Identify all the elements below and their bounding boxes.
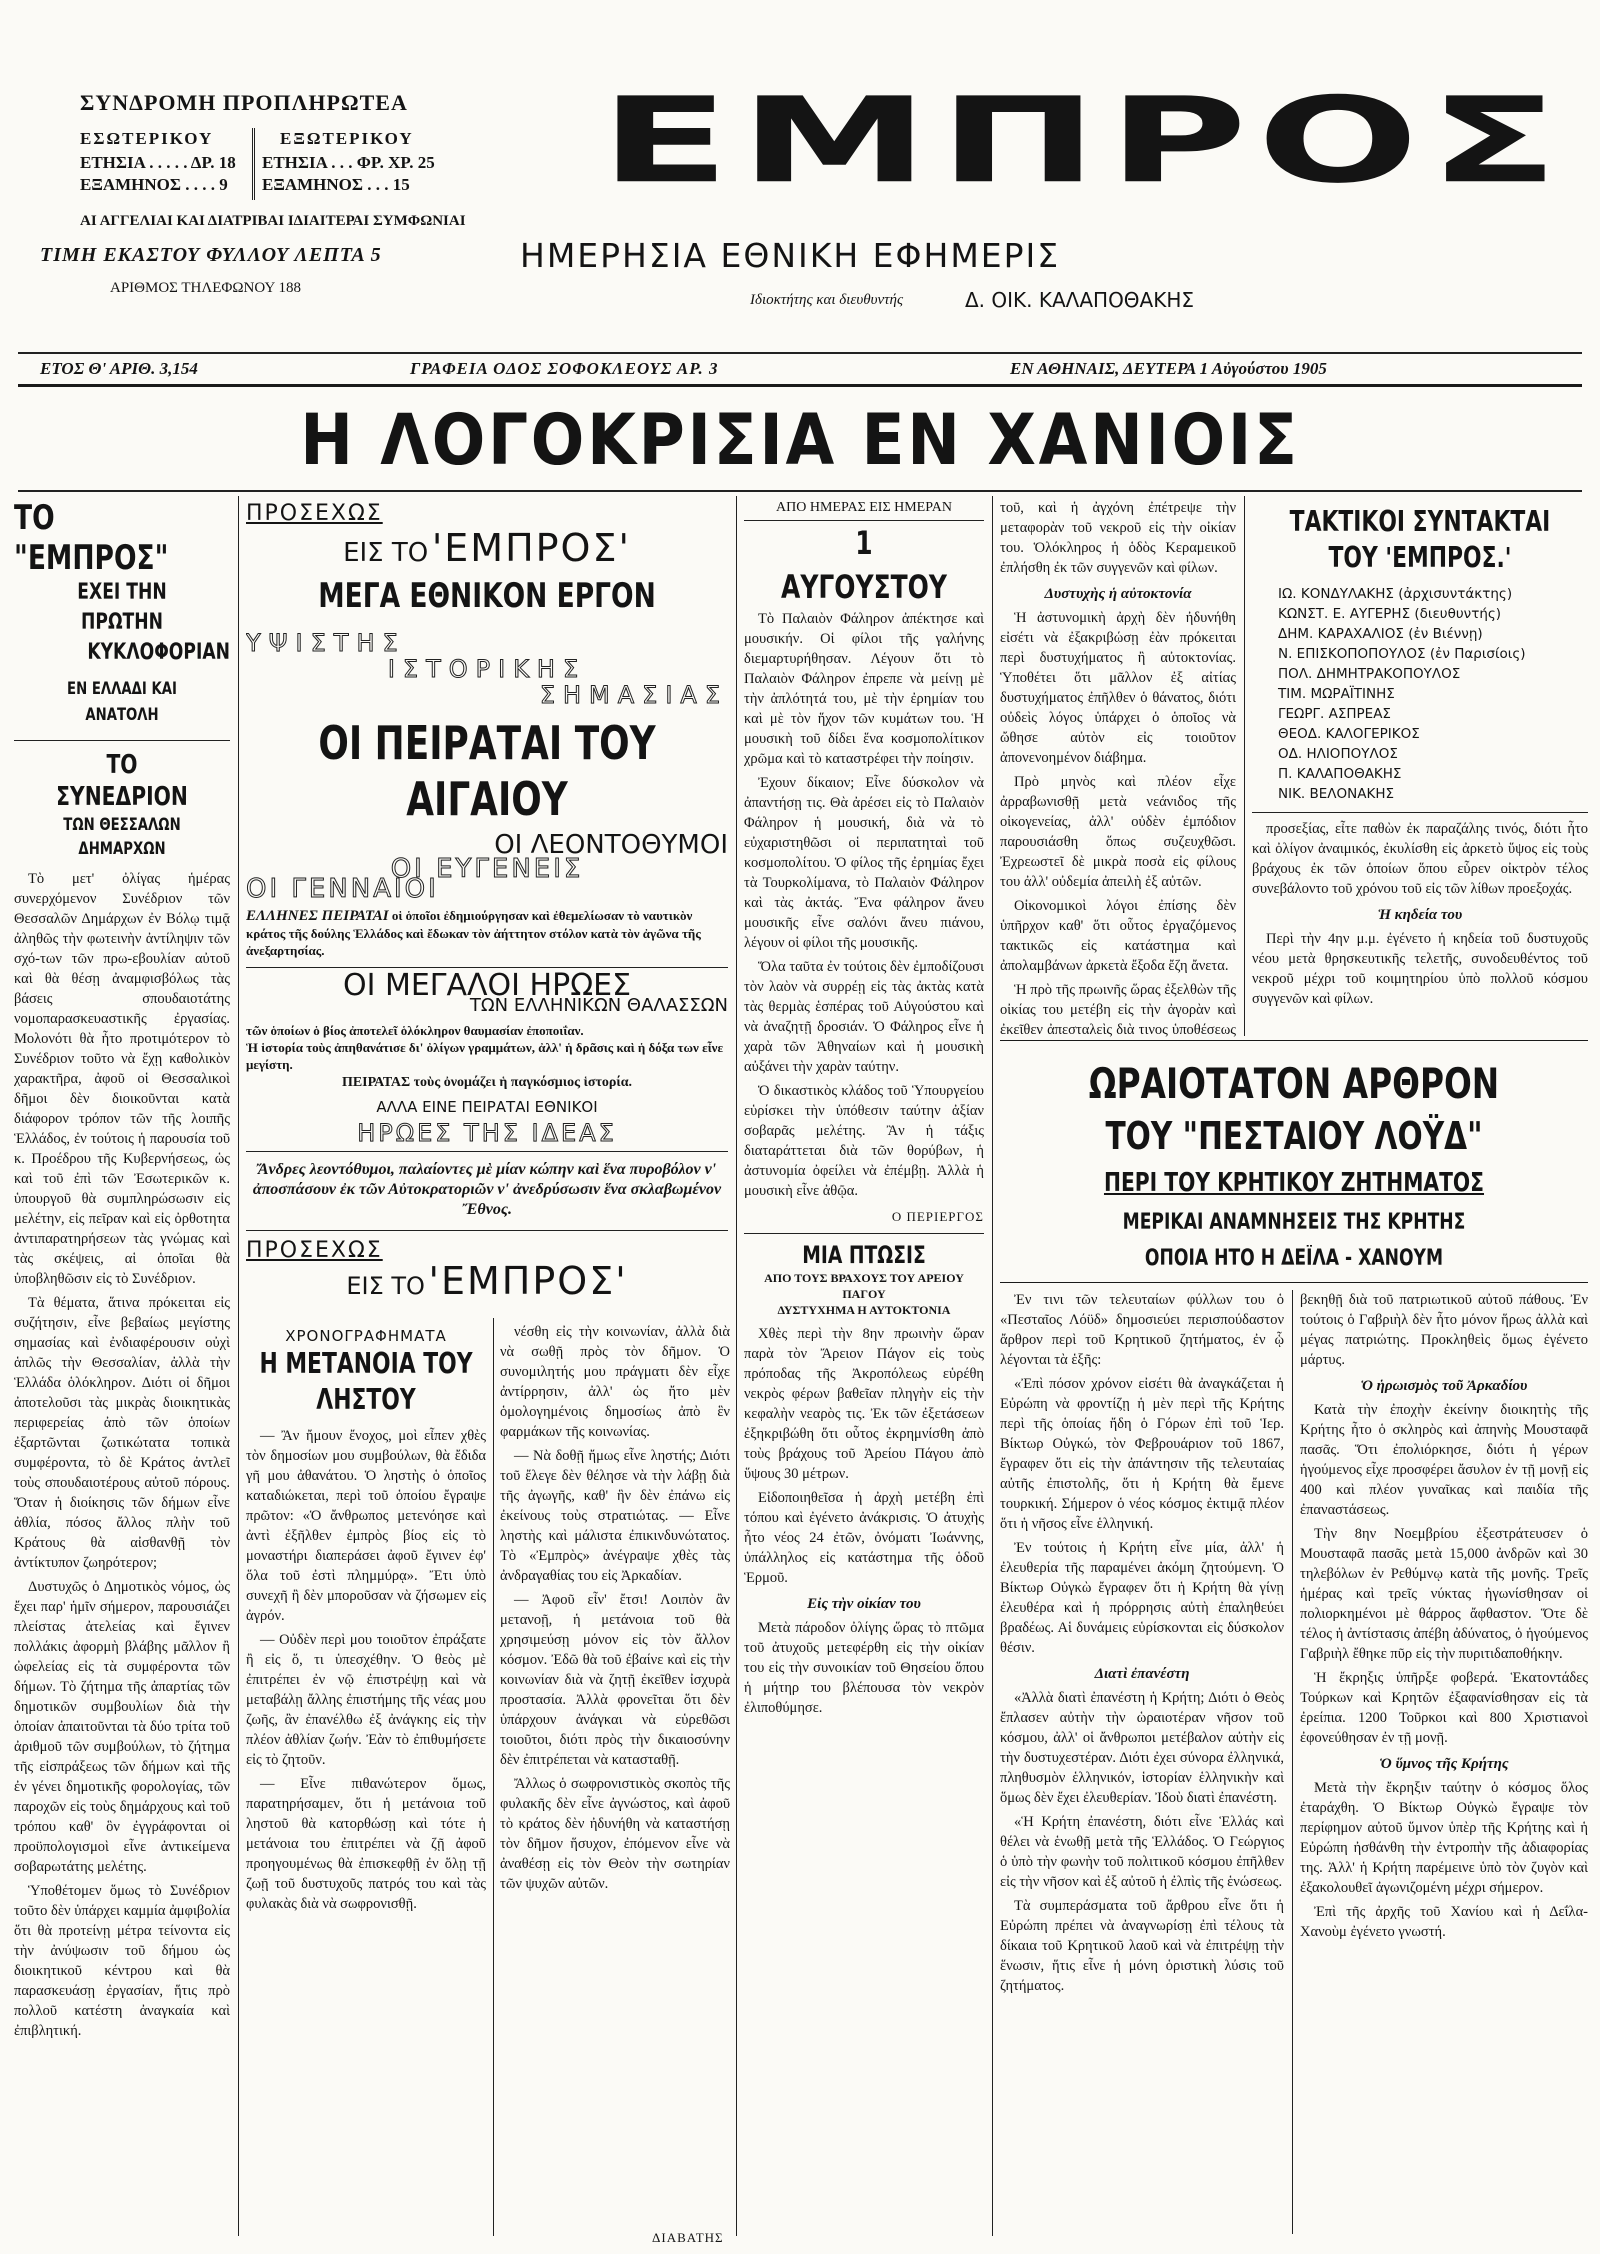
- column-divider-2: [736, 496, 737, 2236]
- andres-text: Ἄνδρες λεοντόθυμοι, παλαίοντες μὲ μίαν κώπην καὶ ἕνα πυροβόλον ν' ἀποσπάσουν ἐκ τῶν Αὐτοκρατοριῶν ν' ἀνεδρύσωσιν ἕνα σκλαβωμένον Ἔθνος.: [252, 1161, 722, 1218]
- editor-name: ΓΕΩΡΓ. ΑΣΠΡΕΑΣ: [1278, 706, 1391, 722]
- mega-ergon: ΜΕΓΑ ΕΘΝΙΚΟΝ ΕΡΓΟΝ: [318, 576, 656, 616]
- editor-name: Ν. ΕΠΙΣΚΟΠΟΠΟΥΛΟΣ (ἐν Παρισίοις): [1278, 646, 1526, 662]
- column-3: [744, 498, 984, 2234]
- col6-paragraph: Ἡ ἔκρηξις ὑπῆρξε φοβερά. Ἑκατοντάδες Τούρκων καὶ Κρητῶν ἐξαφανίσθησαν εἰς τὰ ἐρείπια. 1200 Τοῦρκοι καὶ 800 Χριστιανοὶ ἐφονεύθησαν ἐν τῇ μονῇ.: [1300, 1670, 1588, 1746]
- simasias: ΣΗΜΑΣΙΑΣ: [539, 681, 728, 709]
- peiratai-aigaiou: ΟΙ ΠΕΙΡΑΤΑΙ ΤΟΥ ΑΙΓΑΙΟΥ: [318, 716, 656, 826]
- owner-label: Ιδιοκτήτης και διευθυντής: [750, 292, 904, 308]
- editors-list: [1278, 584, 1588, 804]
- domestic-annual: ΕΤΗΣΙΑ . . . . . ΔΡ. 18: [80, 153, 236, 172]
- article-subhead: Διατὶ ἐπανέστη: [1094, 1666, 1190, 1682]
- chrono-paragraph: Ἄλλως ὁ σωφρονιστικὸς σκοπὸς τῆς φυλακῆς δὲν εἶνε ἀγνώστος, καὶ ἀφοῦ τὸ κράτος δὲν ἠδυνήθη νὰ καταστήσῃ τὸν δῆμον ἥσυχον, ἐπόμενον εἶνε νὰ ἀναθέσῃ εἰς τὸν Θεὸν τὴν σωτηρίαν τῶν ψυχῶν αὐτῶν.: [500, 1776, 730, 1892]
- day-paragraph: Ὁ δικαστικὸς κλάδος τοῦ Ὑπουργείου εὑρίσκει τὴν ὑπόθεσιν ταύτην ἀξίαν σοβαρᾶς μελέτης. Ἂν ἡ τάξις διαταράττεται διὰ τῶν θορύβων, ἡ ἀστυνομία ὀφείλει νὰ ἐπέμβῃ. Ἀλλὰ ἡ μουσικὴ εἶνε ἀθῷα.: [744, 1083, 984, 1199]
- article-title-4: ΜΕΡΙΚΑΙ ΑΝΑΜΝΗΣΕΙΣ ΤΗΣ ΚΡΗΤΗΣ: [1122, 1210, 1466, 1235]
- article-title-5: ΟΠΟΙΑ ΗΤΟ Η ΔΕΪΛΑ - ΧΑΝΟΥΜ: [1144, 1246, 1444, 1271]
- banner-headline: Η ΛΟΓΟΚΡΙΣΙΑ ΕΝ ΧΑΝΙΟΙΣ: [300, 399, 1300, 481]
- subscription-heading: ΣΥΝΔΡΟΜΗ ΠΡΟΠΛΗΡΩΤΕΑ: [80, 90, 408, 115]
- offices: ΓΡΑΦΕΙΑ ΟΔΟΣ ΣΟΦΟΚΛΕΟΥΣ ΑΡ. 3: [410, 359, 719, 378]
- chrono-signature: ΔΙΑΒΑΤΗΣ: [652, 2230, 724, 2245]
- chrono-right: [500, 1322, 730, 2232]
- chrono-label: ΧΡΟΝΟΓΡΑΦΗΜΑΤΑ: [285, 1327, 447, 1345]
- col4-subhead: Δυστυχὴς ἡ αὐτοκτονία: [1044, 586, 1192, 602]
- thalasson: ΤΩΝ ΕΛΛΗΝΙΚΩΝ ΘΑΛΑΣΣΩΝ: [469, 995, 728, 1016]
- eis-oikon: Εἰς τὴν οἰκίαν του: [807, 1596, 921, 1612]
- ptosis-subtitle-2: ΔΥΣΤΥΧΗΜΑ Η ΑΥΤΟΚΤΟΝΙΑ: [777, 1303, 951, 1317]
- phone-note: ΑΡΙΘΜΟΣ ΤΗΛΕΦΩΝΟΥ 188: [110, 280, 301, 296]
- owner-name: Δ. ΟΙΚ. ΚΑΛΑΠΟΘΑΚΗΣ: [965, 288, 1195, 312]
- article-divider: [1292, 1290, 1293, 2234]
- article-paragraph: Ἐν τινι τῶν τελευταίων φύλλων του ὁ «Πεσταῖος Λόϋδ» δημοσιεύει περισπούδαστον ἄρθρον περὶ τοῦ Κρητικοῦ ζητήματος, ἐν ᾧ λέγονται τὰ ἑξῆς:: [1000, 1292, 1284, 1368]
- foreign-label: ΕΞΩΤΕΡΙΚΟΥ: [280, 129, 414, 148]
- dateline: ΕΝ ΑΘΗΝΑΙΣ, ΔΕΥΤΕΡΑ 1 Αὐγούστου 1905: [1010, 359, 1327, 378]
- article-paragraph: Ἐν τούτοις ἡ Κρήτη εἶνε μία, ἀλλ' ἡ ἐλευθερία τῆς παραμένει ἀκόμη ζητούμενη. Ὁ Βίκτωρ Οὐγκὼ ἔγραφεν ὅτι ἡ Κρήτη θὰ γίνῃ ἐλευθέρα καὶ ἡ πρόρρησις αὐτὴ ἐπαληθεύει βραδέως. Αἱ δυνάμεις εὑρίσκονται εἰς δύσκολον θέσιν.: [1000, 1540, 1284, 1656]
- ptosis-paragraph: Μετὰ πάροδον ὀλίγης ὥρας τὸ πτῶμα τοῦ ἀτυχοῦς μετεφέρθη εἰς τὴν οἰκίαν του εἰς τὴν συνοικίαν τοῦ Θησείου ὅπου ἡ μήτηρ του βλέπουσα τὸν νεκρὸν ἐλιποθύμησε.: [744, 1620, 984, 1716]
- banner-rule: [18, 490, 1582, 492]
- editor-name: ΠΟΛ. ΔΗΜΗΤΡΑΚΟΠΟΥΛΟΣ: [1278, 666, 1461, 682]
- price-note: ΤΙΜΗ ΕΚΑΣΤΟΥ ΦΥΛΛΟΥ ΛΕΠΤΑ 5: [40, 244, 382, 266]
- col6-paragraph: Μετὰ τὴν ἔκρηξιν ταύτην ὁ κόσμος ὅλος ἐταράχθη. Ὁ Βίκτωρ Οὐγκὼ ἔγραψε τὸν περίφημον αὐτοῦ ὕμνον ὑπὲρ τῆς Κρήτης καὶ ἡ Εὐρώπη ἠσθάνθη τὴν ἐντροπὴν τῆς ἀδιαφορίας της. Ἀλλ' ἡ Κρήτη παρέμεινε ὑπὸ τὸν ζυγὸν καὶ ἐξακολουθεῖ ἀγωνιζομένη μέχρι σήμερον.: [1300, 1780, 1588, 1896]
- col6-paragraph: βεκηθῇ διὰ τοῦ πατριωτικοῦ αὐτοῦ πάθους. Ἐν τούτοις ὁ Γαβριὴλ δὲν ἦτο μόνον ἥρως ἀλλὰ καὶ μέγας πατριώτης. Προκληθεὶς ὅμως ἐγένετο μάρτυς.: [1300, 1292, 1588, 1368]
- col6-paragraph: Τὴν 8ην Νοεμβρίου ἐξεστράτευσεν ὁ Μουσταφᾶ πασᾶς μετὰ 15,000 ἀνδρῶν καὶ 30 τηλεβόλων ἐν Ρεθύμνῳ κατὰ τῆς μονῆς. Τρεῖς ἡμέρας καὶ τρεῖς νύκτας ἠγωνίσθησαν οἱ πολιορκημένοι μὲ θάρρος ἄφθαστον. Ὅτε δὲ τέλος ἡ ἀντίστασις ἀπέβη ἀδύνατος, ὁ ἡγούμενος Γαβριὴλ ἔθηκε πῦρ εἰς τὴν πυριτιδαποθήκην.: [1300, 1526, 1588, 1662]
- ads-note: ΑΙ ΑΓΓΕΛΙΑΙ ΚΑΙ ΔΙΑΤΡΙΒΑΙ ΙΔΙΑΙΤΕΡΑΙ ΣΥΜΦΩΝΙΑΙ: [80, 213, 466, 229]
- chrono-title: Η ΜΕΤΑΝΟΙΑ ΤΟΥ ΛΗΣΤΟΥ: [259, 1347, 473, 1416]
- col6-paragraph: Κατὰ τὴν ἐποχὴν ἐκείνην διοικητὴς τῆς Κρήτης ἦτο ὁ σκληρὸς καὶ ἀπηνὴς Μουσταφᾶ πασᾶς. Ὅτι ἐπολιόρκησε, διότι ἡ γέρων ἡγούμενος εἶχε προσφέρει ἄσυλον ἐν τῇ μονῇ εἰς 400 καὶ πλέον γυναῖκας καὶ παιδία τῆς ἐπαναστάσεως.: [1300, 1402, 1588, 1518]
- congress-paragraph: Τὰ θέματα, ἅτινα πρόκειται εἰς συζήτησιν, εἶνε βεβαίως μεγίστης σημασίας καὶ ἐνδιαφέρουσιν οὐχὶ ἁπλῶς τὴν Θεσσαλίαν, ἀλλὰ τὴν Ἑλλάδα ὁλόκληρον. Διότι οἱ δῆμοι ἀποτελοῦσι τὰς μικρὰς διοικητικὰς περιφερείας ἀπὸ τῶν ὁποίων ἐξαρτῶνται ζωτικώτατα τοπικὰ συμφέροντα, τὸ δὲ Κράτος ἀντλεῖ τοὺς σπουδαιοτέρους αὐτοῦ πόρους. Ὅταν ἡ διοίκησις τῶν δήμων εἶνε ἀθλία, πόσος ἄλλος πλὴν τοῦ Κράτους θὰ αἰσθανθῇ τὸν ἀντίκτυπον ζωηρότερον;: [14, 1295, 230, 1571]
- emp-promo: 'ΕΜΠΡΟΣ': [431, 526, 631, 570]
- article-body: [1000, 1290, 1284, 2234]
- col4-paragraph: Οἰκονομικοὶ λόγοι ἐπίσης δὲν ὑπῆρχον καθ' ὅτι οὗτος ἐργαζόμενος τακτικῶς εἰς κατάστημα καὶ ἀπολαμβάνων ἀρκετὰ ἔξοδα ἔζη ἄνετα.: [1000, 898, 1236, 974]
- emp-promo-title: ΤΟ "ΕΜΠΡΟΣ": [14, 498, 169, 578]
- ptosis-paragraph: Χθὲς περὶ τὴν 8ην πρωινὴν ὥραν παρὰ τὸν Ἄρειον Πάγον εἰς τοὺς πρόποδας τῆς Ἀκροπόλεως εὑρέθη νεκρὸς φέρων βαθεῖαν πληγὴν εἰς τὴν κεφαλὴν νεαρὸς τις. Ἐκ τῶν ἐξετάσεων ἐξηκριβώθη ὅτι οὗτος ἐκρημνίσθη ἀπὸ τοὺς βράχους τοῦ Ἀρείου Πάγου ἀπὸ ὕψους 30 μέτρων.: [744, 1326, 984, 1482]
- col4-paragraph: Ἡ ἀστυνομικὴ ἀρχὴ δὲν ἠδυνήθη εἰσέτι νὰ ἐξακριβώσῃ ἐὰν πρόκειται περὶ δυστυχήματος ἢ αὐτοκτονίας. Ὑποθέτει ὅτι μᾶλλον ἐξ αἰτίας δυστυχήματος ἐπῆλθεν ὁ θάνατος, διότι οὐδεὶς λόγος ὑπάρχει ὁ ὁποῖος νὰ ὤθησε αὐτὸν εἰς τοιοῦτον ἀπονενοημένον διάβημα.: [1000, 610, 1236, 766]
- alla-text: ΑΛΛΑ ΕΙΝΕ ΠΕΙΡΑΤΑΙ ΕΘΝΙΚΟΙ: [376, 1098, 598, 1116]
- ellines-peiratai: ΕΛΛΗΝΕΣ ΠΕΙΡΑΤΑΙ: [246, 908, 389, 924]
- editor-name: ΘΕΟΔ. ΚΑΛΟΓΕΡΙΚΟΣ: [1278, 726, 1420, 742]
- day-to-day-label: ΑΠΟ ΗΜΕΡΑΣ ΕΙΣ ΗΜΕΡΑΝ: [744, 498, 984, 521]
- gennaioi: ΟΙ ΓΕΝΝΑΙΟΙ: [246, 874, 439, 904]
- istorikis: ΙΣΤΟΡΙΚΗΣ: [387, 655, 587, 683]
- ptosis-subtitle: ΑΠΟ ΤΟΥΣ ΒΡΑΧΟΥΣ ΤΟΥ ΑΡΕΙΟΥ ΠΑΓΟΥ: [764, 1271, 964, 1301]
- day-paragraph: Ὅλα ταῦτα ἐν τούτοις δὲν ἐμποδίζουσι τὸν λαὸν νὰ συρρέῃ εἰς τὰς ἀκτὰς κατὰ τὰς θερμὰς ἑσπέρας τοῦ Αὐγούστου καὶ νὰ ἀναζητῇ δροσιάν. Ὁ Φάληρος εἶνε ἡ χαρὰ τῶν Ἀθηναίων καὶ ἡ μουσικὴ αὐξάνει τὴν χαρὰν ταύτην.: [744, 959, 984, 1075]
- editor-name: ΟΔ. ΗΛΙΟΠΟΥΛΟΣ: [1278, 746, 1398, 762]
- subscription-divider: [252, 128, 255, 200]
- congress-paragraph: Δυστυχῶς ὁ Δημοτικὸς νόμος, ὡς ἔχει παρ' ἡμῖν σήμερον, παρουσιάζει πλείστας ἀτελείας καὶ ἔγινεν πολλάκις ἀφορμὴ βλάβης μᾶλλον ἢ ὠφελείας εἰς τὰ συμφέροντα τῶν δήμων. Τὸ ζήτημα τῆς ἀπαρτίας τῶν δημοτικῶν συμβουλίων διὰ τὴν ὁποίαν ἀπαιτοῦνται τὰ δύο τρίτα τοῦ ἀριθμοῦ τῶν συμβούλων, τὸ ζήτημα τῆς εἰσπράξεως τῶν δήμων καὶ τῆς ἐν γένει δημοτικῆς φορολογίας, τῶν παροχῶν εἰς τοὺς δημάρχους καὶ τοῦ τρόπου καθ' ὃν ἐγγράφονται οἱ προϋπολογισμοὶ εἶνε ἀντικείμενα σοβαρωτάτης μελέτης.: [14, 1579, 230, 1875]
- ellines-text: οἱ ὁποῖοι ἐδημιούργησαν καὶ ἐθεμελίωσαν τὸ ναυτικὸν κράτος τῆς δούλης Ἑλλάδος καὶ ἔδωκαν τὸν ἀήττητον στόλον κατὰ τὸν ἀγῶνα τῆς ἀνεξαρτησίας.: [246, 908, 701, 958]
- chrono-paragraph: — Νὰ δοθῇ ἤμως εἶνε ληστής; Διότι τοῦ ἔλεγε δὲν θέλησε νὰ τὴν λάβῃ διὰ τῆς ἀγωγῆς, καθ' ἣν δὲν ἐπάνω εἰς ἐκείνους τοὺς στρατιώτας. — Εἶνε ληστὴς καὶ μάλιστα ἐπικινδυνώτατος. Τὸ «Ἐμπρὸς» ἀνέγραψε χθὲς τὰς ἀνδραγαθίας του εἰς Ἀρκαδίαν.: [500, 1448, 730, 1584]
- evgeneis: ΟΙ ΕΥΓΕΝΕΙΣ: [390, 854, 584, 884]
- column-5: [1252, 498, 1588, 1038]
- chrono-paragraph: — Ἂν ἤμουν ἔνοχος, μοὶ εἶπεν χθὲς τὸν δημοσίων μου συμβούλων, θὰ ἔδιδα γῆ μου ἀθανάτου. Ὁ ληστὴς ὁ ὁποῖος καταδιώκεται, περὶ τοῦ ὁποίου ἔγραψε πρῶτον: «Ὁ ἄνθρωπος μετενόησε καὶ ἀντὶ ἐξῆλθεν ἐμπρὸς βίος εἰς τὸ μοναστήρι διαπεράσει ἀφοῦ ἔγινεν ἐφ' ὅλα τοῦ ἐστὶ πλημμύρᾳ». Ἔτι ὑπὸ συνεχῆ ἢ δὲν μποροῦσαν νὰ ζήσωμεν εἰς ἀγρόν.: [246, 1428, 486, 1624]
- perierg-sign: Ο ΠΕΡΙΕΡΓΟΣ: [891, 1209, 984, 1224]
- eis-to-2: ΕΙΣ ΤΟ: [346, 1272, 425, 1300]
- editor-name: ΤΙΜ. ΜΩΡΑΪΤΙΝΗΣ: [1278, 686, 1395, 702]
- article-title-2: ΤΟΥ "ΠΕΣΤΑΙΟΥ ΛΟΫΔ": [1105, 1114, 1483, 1158]
- chrono-left: [246, 1322, 486, 2232]
- article-title-3: ΠΕΡΙ ΤΟΥ ΚΡΗΤΙΚΟΥ ΖΗΤΗΜΑΤΟΣ: [1103, 1168, 1485, 1198]
- chrono-paragraph: νέσθη εἰς τὴν κοινωνίαν, ἀλλὰ διὰ νὰ σωθῇ πρὸς τὸν δῆμον. Ὁ συνομιλητής μου πράγματι δὲν εἶχε ἀντίρρησιν, ἀλλ' ὡς ἤτο μὲν ὁμολογημένοις δημοσίως ἀπὸ ἓν φαρμάκων τῆς κοινωνίας.: [500, 1324, 730, 1440]
- foreign-semi: ΕΞΑΜΗΝΟΣ . . . 15: [262, 175, 410, 194]
- foreign-annual: ΕΤΗΣΙΑ . . . ΦΡ. ΧΡ. 25: [262, 153, 435, 172]
- col5-paragraph: προσεξίας, εἶτε παθὼν ἐκ παραζάλης τινός, διότι ἦτο καὶ ὀλίγον ἀναιμικός, ἐκυλίσθη εἰς ἀρκετὸ ὕψος εἰς τοὺς βράχους ἐκ τῶν ὁποίων ὅπου εὗρεν οἰκτρὸν τέλος συνεβάλοντο τοῦ χρόνου τοῦ εἰς τῶν λίθων προεξοχάς.: [1252, 821, 1588, 897]
- article-rule-2: [1000, 1282, 1588, 1283]
- congress-title: ΤΟ ΣΥΝΕΔΡΙΟΝ: [56, 750, 188, 812]
- emp-promo-line4: ΕΝ ΕΛΛΑΔΙ ΚΑΙ ΑΝΑΤΟΛΗ: [67, 679, 177, 725]
- editors-subtitle: ΤΟΥ 'ΕΜΠΡΟΣ.': [1328, 541, 1512, 574]
- congress-paragraph: Ὑποθέτομεν ὅμως τὸ Συνέδριον τοῦτο δὲν ὑπάρχει καμμία ἀμφιβολία ὅτι θὰ προτείνῃ μέτρα τείνοντα εἰς τὴν ἀνύψωσιν τοῦ δήμου ὡς διοικητικοῦ κέντρου καὶ θὰ παρασκευάσῃ ἐργασίαν, ἥτις πρὸ πολλοῦ κατέστη ἀναγκαία καὶ ἐπιβλητική.: [14, 1883, 230, 2039]
- chrono-paragraph: — Εἶνε πιθανώτερον ὅμως, παρατηρήσαμεν, ὅτι ἡ μετάνοια τοῦ ληστοῦ θὰ κατορθώσῃ καὶ τότε ἡ μετάνοια του ἐπιτρέπει νὰ ζῇ ἀφοῦ προηγουμένως θὰ ἐπισκεφθῇ ἐν ὅλῃ τῇ ζωῇ τοῦ δυστυχοῦς πατρός του καὶ τὰς φυλακὰς διὰ νὰ σωφρονισθῇ.: [246, 1776, 486, 1912]
- masthead-title: ΕΜΠΡΟΣ: [600, 72, 1569, 210]
- emp-promo-line2: ΕΧΕΙ ΤΗΝ ΠΡΩΤΗΝ: [77, 580, 167, 635]
- leontothymoi: ΟΙ ΛΕΟΝΤΟΘΥΜΟΙ: [494, 830, 728, 860]
- domestic-semi: ΕΞΑΜΗΝΟΣ . . . . 9: [80, 175, 228, 194]
- article-paragraph: «Ἀλλὰ διατὶ ἐπανέστη ἡ Κρήτη; Διότι ὁ Θεὸς ἔπλασεν αὐτὴν τὴν ὡραιοτέραν νῆσον τοῦ κόσμου, ἀλλ' οἱ ἄνθρωποι μετέβαλον αὐτὴν εἰς τὴν δυστυχεστέραν. Διότι ἐχει σύνορα ἐλληνικά, πληθυσμὸν ἑλληνικόν, ἱστορίαν ἑλληνικὴν καὶ ὅμως δὲν ἔχει ἐλευθερίαν. Ἰδοὺ διατὶ ἐπανέστη.: [1000, 1690, 1284, 1806]
- ypsistis: ΥΨΙΣΤΗΣ: [246, 629, 406, 657]
- iroes-idea: ΗΡΩΕΣ ΤΗΣ ΙΔΕΑΣ: [357, 1119, 617, 1147]
- congress-subtitle: ΤΩΝ ΘΕΣΣΑΛΩΝ ΔΗΜΑΡΧΩΝ: [63, 815, 181, 859]
- article-title-1: ΩΡΑΙΟΤΑΤΟΝ ΑΡΘΡΟΝ: [1088, 1059, 1500, 1108]
- article-paragraph: Τὰ συμπεράσματα τοῦ ἄρθρου εἶνε ὅτι ἡ Εὐρώπη πρέπει νὰ ἀναγνωρίσῃ ἐπὶ τέλους τὰ δίκαια τοῦ Κρητικοῦ λαοῦ καὶ νὰ ἐπιτρέψῃ τὴν ἕνωσιν, ἥτις εἶνε ἡ μόνη ὁριστικὴ λύσις τοῦ ζητήματος.: [1000, 1898, 1284, 1994]
- eis-to: ΕΙΣ ΤΟ: [343, 538, 429, 568]
- editor-name: Π. ΚΑΛΑΠΟΘΑΚΗΣ: [1278, 766, 1402, 782]
- emp-promo-line3: ΚΥΚΛΟΦΟΡΙΑΝ: [87, 640, 230, 665]
- editor-name: ΙΩ. ΚΟΝΔΥΛΑΚΗΣ (ἀρχισυντάκτης): [1278, 586, 1513, 602]
- proseche-label-2: ΠΡΟΣΕΧΩΣ: [246, 1238, 383, 1263]
- col4-paragraph: Ἡ πρὸ τῆς πρωινῆς ὥρας ἐξελθὼν τῆς οἰκίας του μετέβη εἰς τὴν ἀγορὰν καὶ ἐκεῖθεν ἀπεσταλεὶς διὰ τινος ὑποθέσεως: [1000, 982, 1236, 1038]
- col4-paragraph: Πρὸ μηνὸς καὶ πλέον εἶχε ἀρραβωνισθῇ μετὰ νεάνιδος τῆς οἰκογενείας, ἀλλ' οὐδὲν ἐμπόδιον παρουσιάσθη ὅπως συζευχθῶσι. Ἐχρεωστεῖ δὲ μικρὰ ποσὰ εἰς φίλους του ἀλλ' οὐδεμία ἀπειλὴ ἐξ αὐτῶν.: [1000, 774, 1236, 890]
- article-paragraph: «Ἡ Κρήτη ἐπανέστη, διότι εἶνε Ἑλλάς καὶ θέλει νὰ ἑνωθῇ μετὰ τῆς Ἑλλάδος. Ὁ Γεώργιος ὁ ὑπὸ τὴν φωνὴν τοῦ πολιτικοῦ κόσμου ἐπῆλθεν εἰς τὴν νῆσον καὶ ἐξ αὐτοῦ ἡ ἐλπὶς τῆς ἑνώσεως.: [1000, 1814, 1284, 1890]
- megaloi-iroes: ΟΙ ΜΕΓΑΛΟΙ ΗΡΩΕΣ: [342, 968, 632, 1003]
- column-2-promo: [246, 498, 728, 1318]
- column-6: [1300, 1290, 1588, 2234]
- masthead-rule-top: [18, 352, 1582, 354]
- article-rule: [1000, 1040, 1588, 1041]
- ptosis-title: ΜΙΑ ΠΤΩΣΙΣ: [802, 1241, 926, 1269]
- ptosis-paragraph: Εἰδοποιηθεῖσα ἡ ἀρχὴ μετέβη ἐπὶ τόπου καὶ ἐγένετο ἀνάκρισις. Ὁ ἀτυχὴς ἦτο νέος 24 ἐτῶν, ὀνόματι Ἰωάννης, ὑπάλληλος εἰς κατάστημα τῆς ὁδοῦ Ἑρμοῦ.: [744, 1490, 984, 1586]
- col6-paragraph: Ἐπὶ τῆς ἀρχῆς τοῦ Χανίου καὶ ἡ Δεΐλα-Χανοὺμ ἐγένετο γνωστή.: [1300, 1904, 1588, 1940]
- kideia-subhead: Ἡ κηδεία του: [1377, 907, 1463, 923]
- masthead-rule-bottom: [18, 384, 1582, 387]
- editor-name: ΝΙΚ. ΒΕΛΟΝΑΚΗΣ: [1278, 786, 1395, 802]
- editor-name: ΚΩΝΣΤ. Ε. ΑΥΓΕΡΗΣ (διευθυντής): [1278, 606, 1502, 622]
- masthead-subtitle: ΗΜΕΡΗΣΙΑ ΕΘΝΙΚΗ ΕΦΗΜΕΡΙΣ: [520, 236, 1061, 275]
- column-1: [14, 498, 230, 2238]
- editor-name: ΔΗΜ. ΚΑΡΑΧΑΛΙΟΣ (ἐν Βιέννῃ): [1278, 626, 1483, 642]
- proseche-label: ΠΡΟΣΕΧΩΣ: [246, 501, 383, 526]
- col5-paragraph: Περὶ τὴν 4ην μ.μ. ἐγένετο ἡ κηδεία τοῦ δυστυχοῦς νέου μετὰ θρησκευτικῆς τελετῆς, συνοδευθέντος τοῦ νεκροῦ μέχρι τοῦ κοιμητηρίου ὑπὸ πολλοῦ κόσμου συγγενῶν καὶ φίλων.: [1252, 931, 1588, 1007]
- day-paragraph: Τὸ Παλαιὸν Φάληρον ἀπέκτησε καὶ μουσικήν. Οἱ φίλοι τῆς γαλήνης διεμαρτυρήθησαν. Λέγουν ὅτι τὸ Παλαιὸν Φάληρον ἐπρεπε νὰ μείνῃ μὲ τὴν ἀπλότητά του, μὲ τὴν ἐρημίαν του καὶ μὲ τὸν ἥχον τῶν κυμάτων του. Ἡ μουσικὴ τοῦ δίδει ἕνα κοσμοπολίτικον χρῶμα καὶ τὸ καταστρέφει τὴν ποίησιν.: [744, 611, 984, 767]
- article-paragraph: «Ἐπὶ πόσον χρόνον εἰσέτι θὰ ἀναγκάζεται ἡ Εὐρώπη νὰ φροντίζῃ ἡ μὲν περὶ τῆς Κρήτης περὶ τῆς ὁποίας ἤδη ὁ Γόρων ἐπὶ τοῦ Ἱερ. Βίκτωρ Οὐγκώ, τὸν Φεβρουάριον τοῦ 1867, ἔγραφεν ὅτι εἰς τὴν ἀπάντησιν τῆς τελευταίας αὐτῆς ἐπιστολῆς, ὅτι ἡ Κρήτη θὰ ἔμενε τουρκική. Σήμερον ὁ νέος κόσμος ἐκτιμᾷ πλέον ὅτι ἡ νῆσος εἶνε ἑλληνική.: [1000, 1376, 1284, 1532]
- istoria-text: Ἡ ἱστορία τοὺς ἀπηθανάτισε δι' ὀλίγων γραμμάτων, ἀλλ' ἡ δρᾶσις καὶ ἡ δόξα των εἶνε μεγίστη.: [246, 1040, 724, 1072]
- col6-subhead: Ὁ ὕμνος τῆς Κρήτης: [1379, 1756, 1509, 1772]
- peiratas-text: ΠΕΙΡΑΤΑΣ τοὺς ὀνομάζει ἡ παγκόσμιος ἱστορία.: [341, 1075, 633, 1090]
- year-issue: ΕΤΟΣ Θ' ΑΡΙΘ. 3,154: [40, 359, 198, 378]
- day-title: 1 ΑΥΓΟΥΣΤΟΥ: [781, 524, 947, 606]
- column-divider-3: [992, 496, 993, 2236]
- editors-title: ΤΑΚΤΙΚΟΙ ΣΥΝΤΑΚΤΑΙ: [1289, 505, 1551, 538]
- emp-promo-2: 'ΕΜΠΡΟΣ': [428, 1259, 628, 1303]
- column-divider-4: [1244, 496, 1245, 1036]
- column-divider-1: [238, 496, 239, 2236]
- congress-paragraph: Τὸ μετ' ὀλίγας ἡμέρας συνερχόμενον Συνέδριον τῶν Θεσσαλῶν Δημάρχων ἐν Βόλῳ τιμᾷ ἀληθῶς τὴν φωτεινὴν ἀντίληψιν τῶν σχό-των τῶν πρω-εβουλίαν αὐτοῦ καὶ θὰ θέσῃ ἀναμφισβόλως τὰς βάσεις σπουδαιοτάτης νομοπαρασκευαστικῆς ἐργασίας. Μολονότι θὰ ἦτο προτιμότερον τὸ Συνέδριον τοῦτο νὰ ἔχῃ καθολικὸν χαρακτῆρα, ἀφοῦ οἱ Θεσσαλικοὶ δῆμοι δὲν διοικοῦνται κατὰ διάφορον τρόπον τῶν τῆς λοιπῆς Ἑλλάδος, ἐν τούτοις ἡ παρουσία τοῦ κ. Προέδρου τῆς Κυβερνήσεως, ὡς καὶ τοῦ ἐπὶ τῶν Ἐσωτερικῶν κ. ὑπουργοῦ θὰ συμπληρώσωσιν εἰς μελέτην, εἰς πεῖραν καὶ εἰς ὀρθοτητα ἀντιπαρατηρήσεων τὰς γνώμας καὶ τὰς σκέψεις, αἱ ὁποῖαι θὰ ὑποβληθῶσιν εἰς τὸ Συνέδριον.: [14, 871, 230, 1287]
- col6-subhead: Ὁ ἡρωισμὸς τοῦ Ἀρκαδίου: [1360, 1378, 1528, 1394]
- domestic-label: ΕΣΩΤΕΡΙΚΟΥ: [80, 129, 214, 148]
- vios-text: τῶν ὁποίων ὁ βίος ἀποτελεῖ ὁλόκληρον θαυμασίαν ἐποποιΐαν.: [246, 1023, 584, 1038]
- column-4: [1000, 498, 1236, 1038]
- day-paragraph: Ἐχουν δίκαιον; Εἶνε δύσκολον νὰ ἀπαντήσῃ τις. Θὰ ἀρέσει εἰς τὸ Παλαιὸν Φάληρον ἡ μουσική, διὰ νὰ τὸ εὐχαριστηθῶσι οἱ περιπατηταὶ τοῦ κοσμοπολίτου. Ὁ φίλος τῆς ἐρημίας ἔχει τὰ Τουρκολίμανα, τὸ Παλαιὸν Φάληρον καὶ τὰς ἀκτάς. Ἔνα φάληρον ἄνευ μουσικῆς εἶνε σαλόνι ἄνευ πιάνου, λέγουν οἱ φίλοι τῆς μουσικῆς.: [744, 775, 984, 951]
- chrono-paragraph: — Οὐδὲν περὶ μου τοιοῦτον ἐπράξατε ἢ εἰς ὅ, τι ὑπεσχέθην. Ὁ θεὸς μὲ ἐπιτρέπει ἐν νῷ ἐπιστρέψῃ καὶ νὰ μεταβάλῃ ἄλλης ἐπιστήμης τῆς νέας μου ζωῆς, ἂν ἐπανέλθω ἐξ ἀνάγκης εἰς τὴν πλέον ἀθλίαν ζωήν. Ἐὰν τὸ ἐπιθυμήσετε εἰς τὸ ζητοῦν.: [246, 1632, 486, 1768]
- col4-paragraph: τοῦ, καὶ ἡ ἀγχόνη ἐπέτρεψε τὴν μεταφορὰν τοῦ νεκροῦ εἰς τὴν οἰκίαν του. Ὁλόκληρος ἡ ὁδὸς Κεραμεικοῦ ἐπλήσθη ἐκ τῶν συγγενῶν καὶ φίλων.: [1000, 500, 1236, 576]
- chrono-paragraph: — Ἀφοῦ εἶν' ἔτσι! Λοιπὸν ἂν μετανοῇ, ἡ μετάνοια τοῦ θὰ χρησιμεύσῃ μόνον εἰς τὸν ἄλλον κόσμον. Ἐδῶ θὰ τοῦ ἐβαίνε καὶ εἰς τὴν κοινωνίαν διὰ νὰ ζητῇ ἐκεῖθεν ἰσχυρὰ προστασία. Ἀλλὰ φρονεῖται ὅτι δὲν ὑπάρχουν ἀνάγκαι νὰ εὑρεθῶσι τοιοῦτοι, διότι πρὸς τὴν δικαιοσύνην δὲν ἐπιτρέπεται νὰ κατασταθῇ.: [500, 1592, 730, 1768]
- column-divider-5: [493, 1318, 494, 2236]
